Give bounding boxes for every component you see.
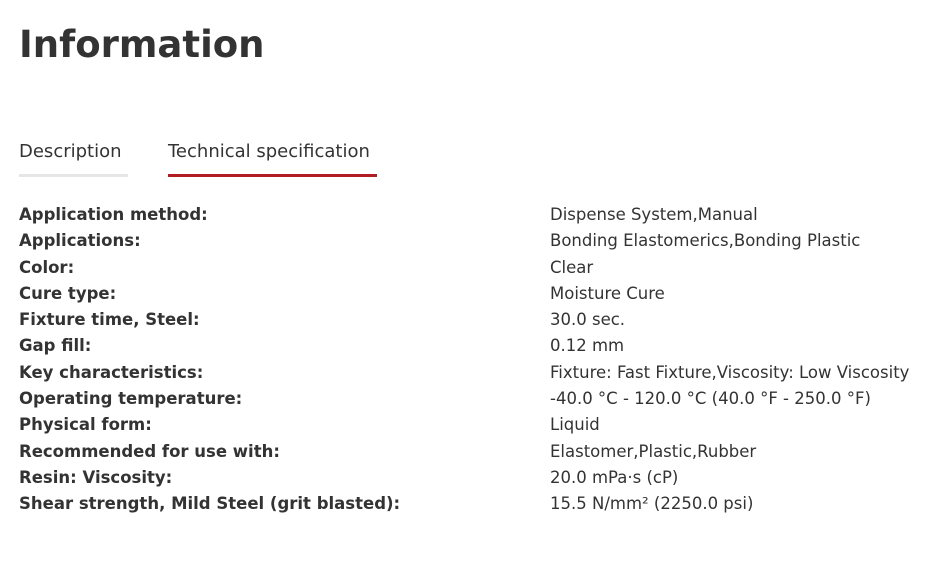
- spec-row-applications: [19, 229, 929, 255]
- page-title: Information: [19, 23, 265, 66]
- spec-label: Physical form:: [19, 415, 152, 435]
- spec-value: 15.5 N/mm² (2250.0 psi): [550, 494, 754, 514]
- spec-label: Key characteristics:: [19, 362, 204, 382]
- spec-label: Shear strength, Mild Steel (grit blasted):: [19, 494, 401, 514]
- spec-value: 20.0 mPa·s (cP): [550, 467, 679, 487]
- spec-row-physical-form: [19, 413, 929, 439]
- tab-technical-specification-underline: [168, 174, 377, 177]
- spec-list: [19, 203, 929, 519]
- spec-row-shear-strength: [19, 492, 929, 518]
- spec-label: Recommended for use with:: [19, 441, 280, 461]
- spec-value: 30.0 sec.: [550, 310, 626, 330]
- spec-label: Fixture time, Steel:: [19, 310, 200, 330]
- spec-value: Dispense System,Manual: [550, 205, 758, 224]
- spec-row-cure-type: [19, 282, 929, 308]
- spec-row-key-characteristics: [19, 361, 929, 387]
- tab-description-underline: [19, 174, 128, 177]
- spec-value: Moisture Cure: [550, 283, 665, 303]
- spec-label: Color:: [19, 257, 75, 277]
- spec-row-recommended-for-use-with: [19, 440, 929, 466]
- spec-label: Cure type:: [19, 283, 117, 303]
- spec-label: Applications:: [19, 231, 141, 251]
- spec-label: Application method:: [19, 205, 208, 224]
- spec-value: -40.0 °C - 120.0 °C (40.0 °F - 250.0 °F): [550, 389, 871, 409]
- spec-value: Clear: [550, 257, 594, 277]
- tab-description[interactable]: [19, 140, 128, 178]
- tab-description-label: Description: [19, 141, 122, 162]
- spec-value: Fixture: Fast Fixture,Viscosity: Low Viscosity: [550, 362, 910, 382]
- spec-value: Bonding Elastomerics,Bonding Plastic: [550, 231, 861, 251]
- spec-row-fixture-time: [19, 308, 929, 334]
- spec-row-gap-fill: [19, 334, 929, 360]
- tab-technical-specification[interactable]: [168, 140, 377, 178]
- spec-label: Operating temperature:: [19, 389, 243, 409]
- spec-value: Elastomer,Plastic,Rubber: [550, 441, 757, 461]
- spec-value: Liquid: [550, 415, 600, 435]
- spec-row-resin-viscosity: [19, 466, 929, 492]
- tab-technical-specification-label: Technical specification: [168, 141, 370, 162]
- spec-row-color: [19, 256, 929, 282]
- spec-label: Resin: Viscosity:: [19, 467, 173, 487]
- spec-row-operating-temperature: [19, 387, 929, 413]
- spec-label: Gap fill:: [19, 336, 92, 356]
- spec-row-application-method: [19, 203, 929, 229]
- spec-value: 0.12 mm: [550, 336, 625, 356]
